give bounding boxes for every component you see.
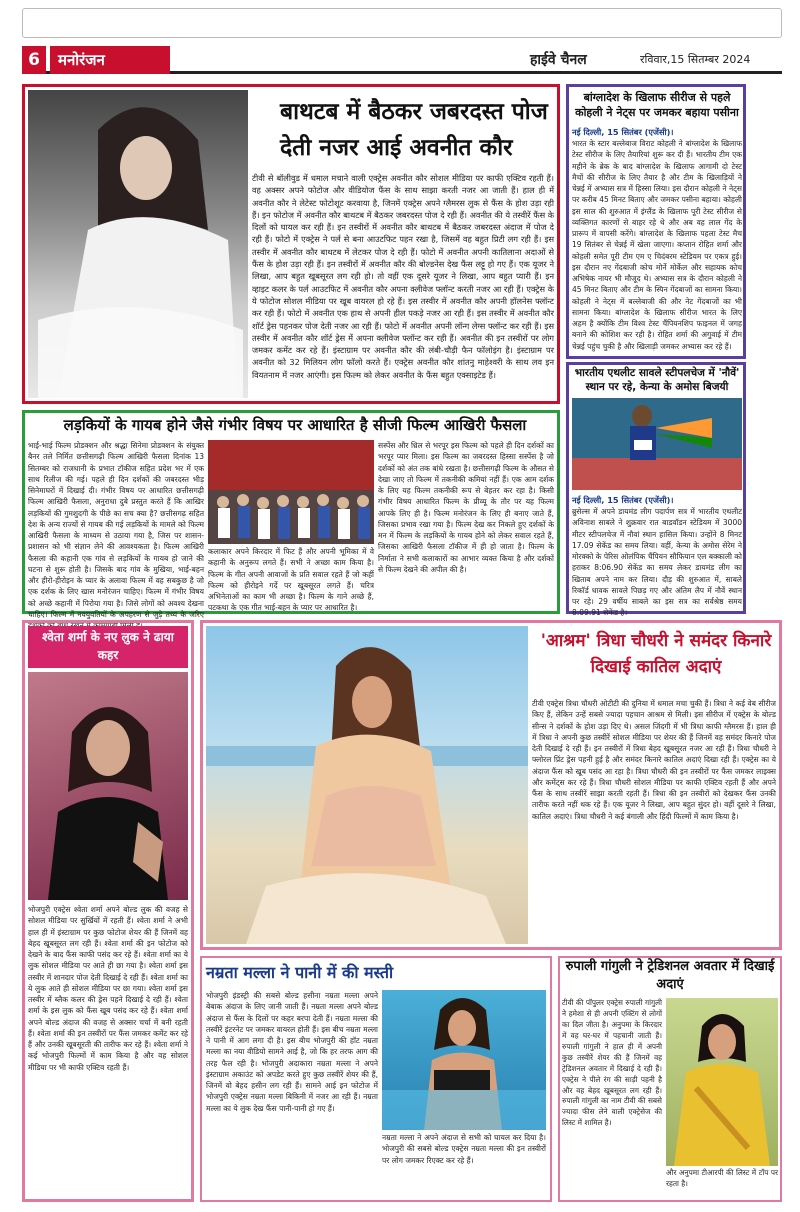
brand-name: हाईवे चैनल [530,52,587,68]
rupali-photo-art [666,998,778,1166]
story-rupali-caption: और अनुपमा टीआरपी की लिस्ट में टॉप पर रहता है। [666,1168,778,1188]
story-sable-body: ब्रुसेल्स में अपने डायमंड लीग पदार्पण सत्र में भारतीय एथलीट अविनाश साबले ने शुक्रवार रात बाडवॉडन स्टेडियम में 3000 मीटर स्टीपलचेज में नौवां स्थान हासिल किया। उन्होंने 8 मिनट 17.09 सेकेंड का समय लिया। वहीं, केन्या के अमोस सेरेम ने मोरक्को के पेरिस ओलंपिक चैंपियन सौफियान एल बक्काली को हराकर 8:06.90 सेकेंड का समय लेकर डायमंड लीग का खिताब अपने नाम कर लिया। दौड़ की शुरुआत में, साबले रिकॉर्ड धावक सावले पिछड़ गए और अंतिम लैप में नौवें स्थान पर रहे। 29 वर्षीय साबले का इस सत्र का सर्वश्रेष्ठ समय 8:09.91 सेकेंड है। [572,507,742,618]
story-avneet-headline: बाथटब में बैठकर जबरदस्त पोज देती नजर आई अवनीत कौर [280,99,548,161]
story-rupali-body: टीवी की पॉपुलर एक्ट्रेस रुपाली गांगुली ने हमेशा से ही अपनी एक्टिंग से लोगों का दिल जीता है। अनुपमा के किरदार में वह घर-घर में पहचानी जाती हैं। रुपाली गांगुली ने हाल ही में अपनी कुछ तस्वीरें शेयर की हैं जिनमें वह ट्रेडिशनल अवतार में दिखाई दे रही हैं। एक्ट्रेस ने पीले रंग की साड़ी पहनी है और वह बेहद खूबसूरत लग रही हैं। रुपाली गांगुली का नाम टीवी की सबसे ज्यादा फीस लेने वाली एक्ट्रेसेज की लिस्ट में शामिल है। [562,998,662,1128]
namrata-photo [382,990,546,1130]
avneet-photo [28,90,248,398]
story-film-headline: लड़कियों के गायब होने जैसे गंभीर विषय पर आधारित है सीजी फिल्म आखिरी फैसला [63,416,527,434]
film-group-photo [208,440,374,544]
story-tridha-headline: 'आश्रम' त्रिधा चौधरी ने समंदर किनारे दिखाई कातिल अदाएं [540,631,772,677]
story-kohli-body: भारत के स्टार बल्लेबाज विराट कोहली ने बांग्लादेश के खिलाफ टेस्ट सीरीज के लिए तैयारियां शुरू कर दी हैं। भारतीय टीम एक महीने के ब्रेक के बाद बांग्लादेश के खिलाफ आगामी दो टेस्ट मैचों की सीरीज के लिए तैयार है और टीम के खिलाड़ियों ने चेन्नई में अभ्यास सत्र में हिस्सा लिया। इस दौरान कोहली ने नेट्स पर करीब 45 मिनट बिताए और जमकर पसीना बहाया। कोहली इस साल की शुरुआत में इंग्लैंड के खिलाफ पूरी टेस्ट सीरीज से व्यक्तिगत कारणों से बाहर रहे थे और अब वह लाल गेंद के प्रारूप में वापसी करेंगे। बांग्लादेश के खिलाफ पहला टेस्ट मैच 19 सितंबर से चेन्नई में खेला जाएगा। कप्तान रोहित शर्मा और कोहली समेत पूरी टीम एम ए चिदंबरम स्टेडियम पर एकत्र हुई। इस दौरान नए गेंदबाजी कोच मोर्ने मोर्केल और सहायक कोच अभिषेक नायर भी मौजूद थे। अभ्यास सत्र के दौरान कोहली ने 45 मिनट बिताए और टीम के स्पिन गेंदबाजों का सामना किया। कोहली ने नेट्स में बल्लेबाजी की और नेट गेंदबाजों का भी सामना किया। बांग्लादेश के खिलाफ सीरीज भारत के लिए अहम है क्योंकि टीम विश्व टेस्ट चैंपियनशिप फाइनल में जगह बनाने की कोशिश कर रही है। रोहित शर्मा की अगुवाई में टीम चेन्नई पहुंच चुकी है और खिलाड़ी जमकर अभ्यास कर रहे हैं। [572,139,742,351]
story-sable-headline: भारतीय एथलीट सावले स्टीपलचेज में 'नौवें' स्थान पर रहे, केन्या के अमोस बिजयी [574,367,740,393]
story-namrata-body: भोजपुरी इंडस्ट्री की सबसे बोल्ड हसीना नम्रता मल्ला अपने बेबाक अंदाज के लिए जानी जाती हैं। नम्रता मल्ला अपने बोल्ड अंदाज से फैंस के दिलों पर कहर बरपा देती हैं। नम्रता मल्ला की तस्वीरें इंटरनेट पर जमकर वायरल होती हैं। इस बीच नम्रता मल्ला ने पानी में आग लगा दी है। इस बीच भोजपुरी की हॉट नम्रता मल्ला का नया वीडियो सामने आई है, जो कि हर तरफ आग की तरह फैल रही है। भोजपुरी अदाकारा नम्रता मल्ला ने अपने इंस्टाग्राम अकाउंट को अपडेट करते हुए कुछ तस्वीरें शेयर की हैं, जिनमें वो बेहद हसीन लग रही हैं। सामने आई इन फोटोज में भोजपुरी एक्ट्रेस नम्रता मल्ला बिकिनी में नजर आ रही हैं। नम्रता मल्ला का ये लुक देख फैंस पानी-पानी हो गए हैं। [206,991,378,1113]
avneet-photo-art [28,90,248,398]
story-tridha-body: टीवी एक्ट्रेस त्रिधा चौधरी ओटीटी की दुनिया में धमाल मचा चुकी हैं। त्रिधा ने कई वेब सीरीज किए हैं, लेकिन उन्हें सबसे ज्यादा पहचान आश्रम से मिली। इस सीरीज में एक्ट्रेस के बोल्ड सीन्स ने दर्शकों के होश उड़ा दिए थे। असल जिंदगी में भी त्रिधा काफी ग्लैमरस हैं। हाल ही में त्रिधा ने अपनी कुछ तस्वीरें सोशल मीडिया पर शेयर की हैं जिनमें वह समंदर किनारे पोज देती दिखाई दे रही हैं। इन तस्वीरों में त्रिधा बेहद खूबसूरत नजर आ रही हैं। त्रिधा चौधरी ने फ्लोरल प्रिंट ड्रेस पहनी हुई है और समंदर किनारे कातिल अदाएं दिखा रही हैं। एक्ट्रेस का ये अंदाज फैंस को खूब पसंद आ रहा है। त्रिधा चौधरी की इन तस्वीरों पर फैंस जमकर लाइक्स और कमेंट्स कर रहे हैं। त्रिधा चौधरी सोशल मीडिया पर काफी एक्टिव रहती हैं और अपने फैंस के साथ तस्वीरें साझा करती रहती हैं। त्रिधा की इन तस्वीरों को देखकर फैंस उनकी तारीफ करते नहीं थक रहे हैं। एक यूजर ने लिखा, आप बहुत सुंदर हो। वहीं दूसरे ने लिखा, कातिल अदाएं। त्रिधा चौधरी ने कई बंगाली और हिंदी फिल्मों में काम किया है। [532,699,776,821]
top-banner-bar [22,8,782,38]
tridha-photo-art [206,626,528,944]
sable-photo [572,398,742,490]
story-avneet-body: टीवी से बॉलीवुड में धमाल मचाने वाली एक्ट्रेस अवनीत कौर सोशल मीडिया पर काफी एक्टिव रहती हैं। वह अक्सर अपने फोटोज और वीडियोज फैंस के साथ साझा करती नजर आ जाती हैं। हाल ही में अवनीत कौर ने लेटेस्ट फोटोशूट करवाया है, जिनमें एक्ट्रेस अपने ग्लैमरस लुक से फैंस के होश उड़ा रही हैं। इन फोटोज में अवनीत कौर बाथटब में बैठकर जबरदस्त पोज दे रही हैं। अवनीत की ये तस्वीरें फैंस के दिलों को घायल कर रही हैं। इन तस्वीरों में अवनीत कौर बाथटब में बैठकर जबरदस्त अंदाज में पोज दे रही हैं। फोटो में एक्ट्रेस ने पर्ल से बना आउटफिट पहन रखा है, जिसमें वह बहुत प्रिटी लग रही हैं। इस तस्वीर में अवनीत कौर बाथटब में लेटकर पोज दे रही हैं। फोटो में अवनीत अपनी कातिलाना अदाओं से फैंस के होश उड़ा रही हैं। इन तस्वीरों में अवनीत कौर की बोल्डनेस देख फैंस लट्टू हो गए हैं। एक यूजर ने लिखा, आप बहुत खूबसूरत लग रही हो। तो वहीं एक दूसरे यूजर ने लिखा, आप बहुत प्यारी हैं। इन व्हाइट कलर के पर्ल आउटफिट में अवनीत कौर अपना क्लीवेज फ्लॉन्ट करती नजर आ रही हैं। एक्ट्रेस के ये फोटोज सोशल मीडिया पर खूब वायरल हो रहे हैं। इस तस्वीर में अवनीत कौर अपनी हॉलनेस फ्लॉन्ट कर रही हैं। फोटो में अवनीत एक हाथ से अपनी हील पकड़े नजर आ रही हैं। इस तस्वीर में अवनीत कौर शॉर्ट ड्रेस पहनकर पोज देती नजर आ रही हैं। फोटो में अवनीत अपनी लॉन्ग लेग्स फ्लॉन्ट कर रही हैं। इस तस्वीर में अवनीत कौर शॉर्ट ड्रेस में अपना क्लीवेज फ्लॉन्ट कर रही हैं। अवनीत की इन तस्वीरों पर लोग जमकर कमेंट कर रहे हैं। इंस्टाग्राम पर अवनीत कौर की लंबी-चौड़ी फैन फॉलोइंग है। इंस्टाग्राम पर अवनीत को 32 मिलियन लोग फॉलो करते हैं। एक्ट्रेस अवनीत कौर शांतनु माहेश्वरी के साथ लव इन वियतनाम में नजर आएंगी। इस फिल्म को लेकर अवनीत के फैंस बहुत एक्साइटेड हैं। [252,173,554,380]
shweta-photo-art [28,672,188,900]
shweta-photo [28,672,188,900]
story-shweta-headline: श्वेता शर्मा के नए लुक ने ढाया कहर [42,630,174,662]
story-kohli-dateline: नई दिल्ली, 15 सितंबर (एजेंसी)। [572,127,674,137]
namrata-photo-art [382,990,546,1130]
story-film-body-2: सस्पेंस और थ्रिल से भरपूर इस फिल्म को पहले ही दिन दर्शकों का भरपूर प्यार मिला। इस फिल्म का जबरदस्त हिस्सा सस्पेंस है जो दर्शकों को अंत तक बांधे रखता है। छत्तीसगढ़ी फिल्म के औसत से देखा जाए तो फिल्म में तकनीकी कमियां नहीं हैं। एक आम दर्शक के लिए यह फिल्म तकनीकी रूप से बेहतर कर रहा है। किसी गंभीर विषय आधारित फिल्म के प्रीव्यू के तौर पर यह फिल्म आपके लिए ही है। फिल्म मनोरंजन के लिए ही बनाए जाते हैं, जिसका प्रभाव रखा गया है। फिल्म देख कर निकले हुए दर्शकों के मन में फिल्म के लड़कियों के गायब होने को लेकर सवाल रहते हैं, जिसका आखिरी फैसला टॉकीज में ही हो जाता है। फिल्म के निर्माता ने सभी कलाकारों का आभार व्यक्त किया है और दर्शकों से फिल्म देखने की अपील की है। [378,441,554,574]
issue-date: रविवार,15 सितम्बर 2024 [640,53,751,66]
story-film-caption: कलाकार अपने किरदार में फिट हैं और अपनी भूमिका में वे कहानी के अनुरूप लगते हैं। सभी ने अच्छा काम किया है। फिल्म के गीत अपनी आवाजों के प्रति सवाल रहते हैं जो कहीं फिल्म को हीरोइने गर्दे पर खूबसूरत लगते हैं। चरित्र अभिनेताओं का काम भी अच्छा है। फिल्म के गाने अच्छे हैं, पटकथा के एक गीत भाई-बहन के प्यार पर आधारित है। [208,547,374,613]
rupali-photo [666,998,778,1166]
film-group-photo-art [208,440,374,544]
tridha-photo [206,626,528,944]
story-namrata-headline: नम्रता मल्ला ने पानी में की मस्ती [206,963,394,982]
sable-photo-art [572,398,742,490]
story-rupali-headline: रुपाली गांगुली ने ट्रेडिशनल अवतार में दिखाई अदाएं [565,959,775,992]
story-kohli-headline: बांग्लादेश के खिलाफ सीरीज से पहले कोहली ने नेट्स पर जमकर बहाया पसीना [575,91,739,119]
page-number: 6 [22,46,46,74]
story-shweta-body: भोजपुरी एक्ट्रेस श्वेता शर्मा अपने बोल्ड लुक की वजह से सोशल मीडिया पर सुर्खियों में रहती हैं। श्वेता शर्मा ने अभी हाल ही में इंस्टाग्राम पर कुछ फोटोज शेयर की हैं जिनमें वह बेहद खूबसूरत लग रही हैं। श्वेता शर्मा की इन फोटोज को देखने के बाद फैंस काफी पसंद कर रहे हैं। श्वेता शर्मा का ये लुक सोशल मीडिया पर आते ही छा गया है। श्वेता शर्मा इस तस्वीर में शानदार पोज देती दिखाई दे रही हैं। श्वेता शर्मा का ये लुक आते ही सोशल मीडिया पर छा गया। श्वेता शर्मा इस तस्वीर में ब्लैक कलर की ड्रेस पहने दिखाई दे रही हैं। श्वेता शर्मा के इस लुक को फैंस खूब पसंद कर रहे हैं। श्वेता शर्मा अपने बोल्ड अंदाज की वजह से अक्सर चर्चा में बनी रहती हैं। श्वेता शर्मा की इन तस्वीरों पर फैंस जमकर कमेंट कर रहे हैं और उनकी खूबसूरती की तारीफ कर रहे हैं। श्वेता शर्मा ने कई भोजपुरी फिल्मों में काम किया है और वह सोशल मीडिया पर भी काफी एक्टिव रहती हैं। [28,905,188,1072]
section-title: मनोरंजन [50,46,170,74]
story-sable-dateline: नई दिल्ली, 15 सितंबर (एजेंसी)। [572,495,674,505]
story-namrata-caption: नम्रता मल्ला ने अपने अंदाज से सभी को घायल कर दिया है। भोजपुरी की सबसे बोल्ड एक्ट्रेस नम्रता मल्ला की इन तस्वीरों पर लोग जमकर रिएक्ट कर रहे हैं। [382,1133,546,1165]
story-film-body: भाई-भाई फिल्म प्रोडक्शन और श्रद्धा सिनेमा प्रोडक्शन के संयुक्त बैनर तले निर्मित छत्तीसगढ़ी फिल्म आखिरी फैसला दिनांक 13 सितम्बर को राजधानी के प्रभात टॉकीज सहित प्रदेश भर में एक साथ रिलीज की गई। पहले ही दिन दर्शकों की जबरदस्त भीड़ सिनेमाघरों में दिखाई दी। गंभीर विषय पर आधारित छत्तीसगढ़ी फिल्म आखिरी फैसला, अनुराधा दुबे प्रस्तुत करते हैं कि आखिर लड़कियों की गुमशुदगी के पीछे का सच क्या है? छत्तीसगढ़ सहित देश के अन्य राज्यों से गायब की गई लड़कियों के मामले को फिल्म आखिरी फैसला के माध्यम से उठाया गया है, जिस पर शासन-प्रशासन को भी संज्ञान लेने की आवश्यकता है। फिल्म आखिरी फैसला की कहानी एक गांव से लड़कियों के गायब हो जाने की घटना से शुरू होती है। जिसके बाद गांव के मुखिया, भाई-बहन और हीरो-हीरोइन के प्यार के अलावा फिल्म में वह सबकुछ है जो एक दर्शक के लिए खास मनोरंजन चाहिए। फिल्म में गंभीर विषय को अच्छे कहानी में पिरोया गया है। जिसे लोगों को अवश्य देखना चाहिए। फिल्म में नवयुवतियों के अपहरण से जुड़े तथ्य के जरिए [28,441,204,619]
